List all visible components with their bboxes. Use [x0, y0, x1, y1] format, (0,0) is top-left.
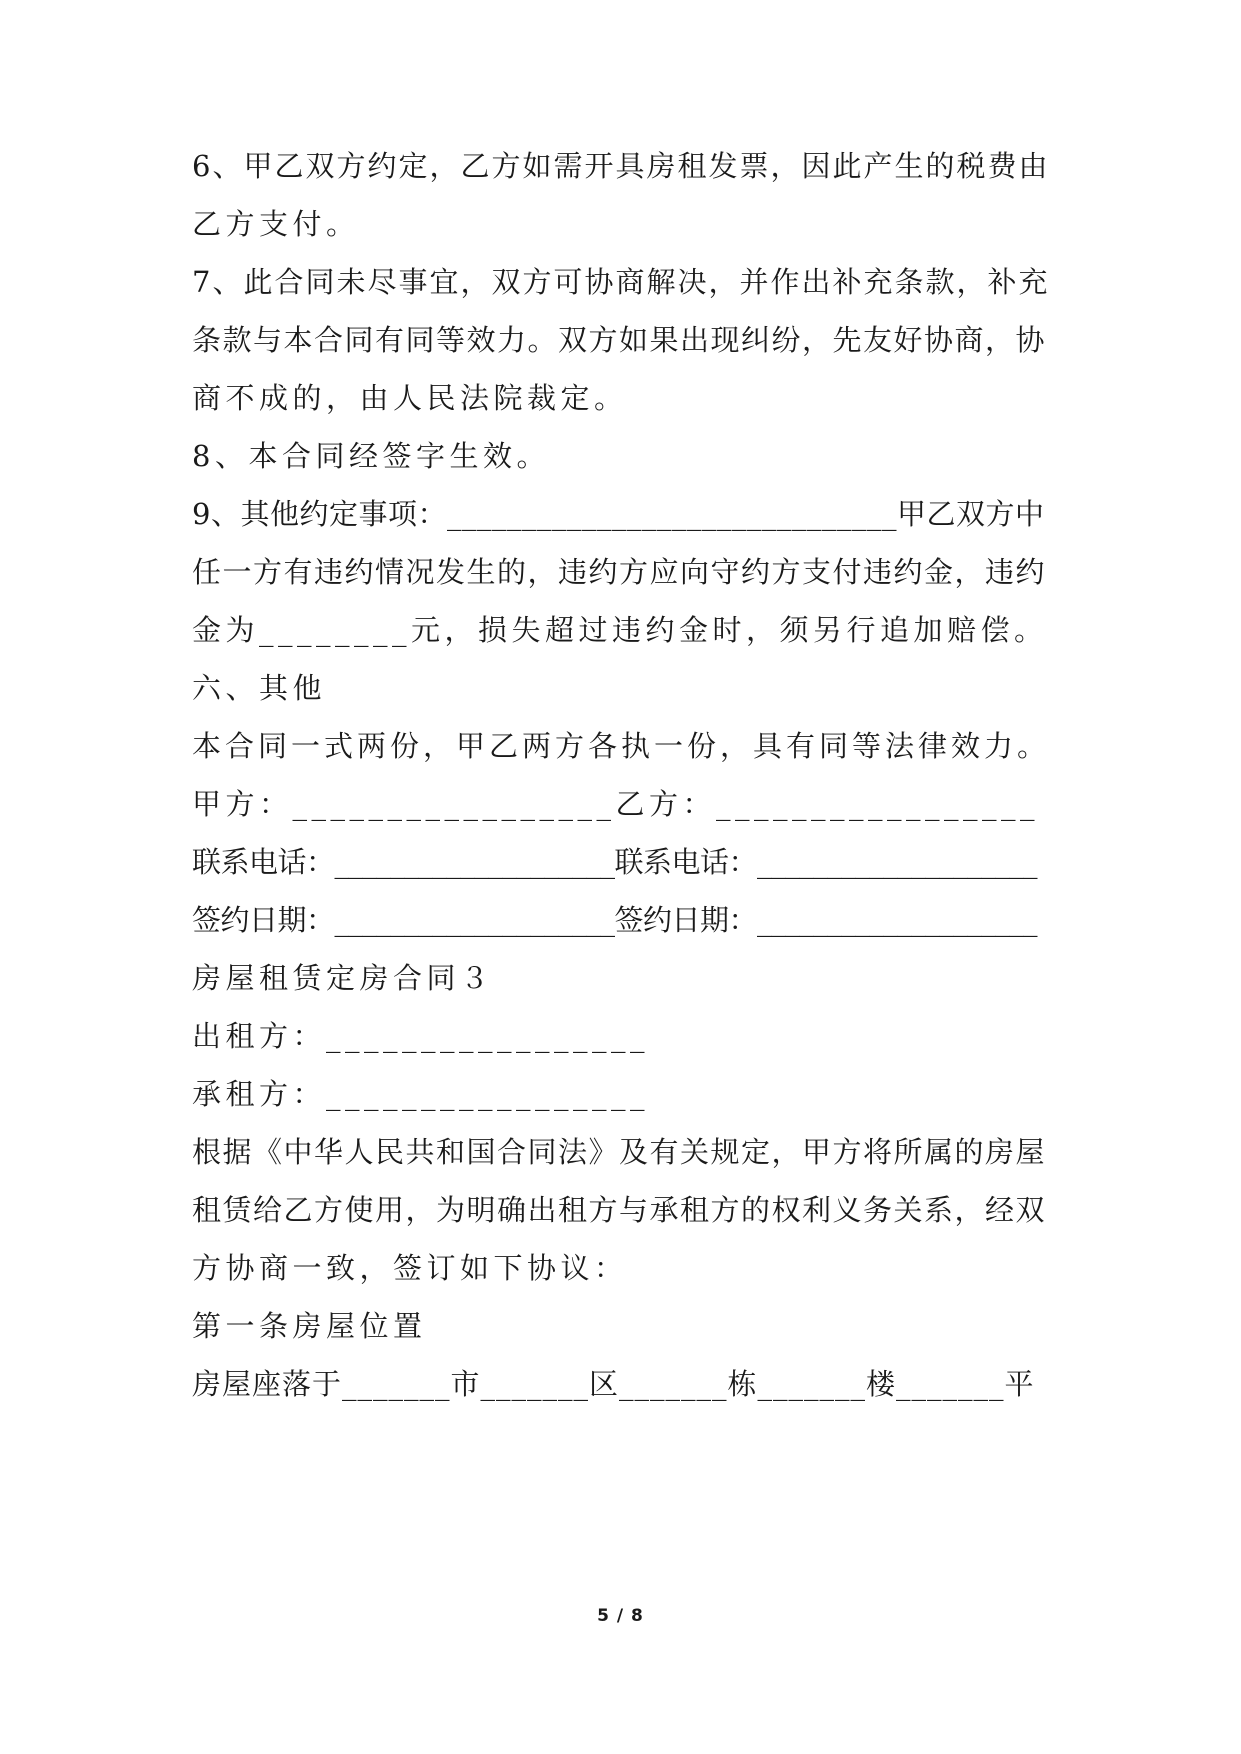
text-line: 8、本合同经签字生效。	[192, 439, 550, 473]
text-line: 7、此合同未尽事宜，双方可协商解决，并作出补充条款，补充	[192, 265, 1050, 299]
article-heading: 第一条房屋位置	[192, 1309, 427, 1343]
text-line: 房屋座落于_______市_______区_______栋_______楼_______平	[192, 1367, 1035, 1401]
text-line: 6、甲乙双方约定，乙方如需开具房租发票，因此产生的税费由	[192, 149, 1050, 183]
text-line: 金为________元，损失超过违约金时，须另行追加赔偿。	[192, 613, 1048, 647]
text-line: 9、其他约定事项：______________________________甲乙双方中	[192, 497, 1045, 531]
page-number: 5 / 8	[597, 1606, 644, 1626]
text-line: 租赁给乙方使用，为明确出租方与承租方的权利义务关系，经双	[192, 1193, 1047, 1227]
text-line: 任一方有违约情况发生的，违约方应向守约方支付违约金，违约	[192, 555, 1047, 589]
signature-line: 甲方：_________________乙方：_________________	[192, 787, 1040, 821]
text-line: 条款与本合同有同等效力。双方如果出现纠纷，先友好协商，协	[192, 323, 1047, 357]
party-line: 出租方：_________________	[192, 1019, 650, 1053]
contract-title: 房屋租赁定房合同３	[192, 961, 494, 995]
party-line: 承租方：_________________	[192, 1077, 650, 1111]
text-line: 方协商一致，签订如下协议：	[192, 1251, 628, 1285]
signature-line: 签约日期：____________________签约日期：____________________	[192, 903, 1038, 937]
text-line: 商不成的，由人民法院裁定。	[192, 381, 628, 415]
text-line: 本合同一式两份，甲乙两方各执一份，具有同等法律效力。	[192, 729, 1051, 763]
text-line: 乙方支付。	[192, 207, 360, 241]
text-line: 根据《中华人民共和国合同法》及有关规定，甲方将所属的房屋	[192, 1135, 1047, 1169]
section-heading: 六、其他	[192, 671, 327, 705]
signature-line: 联系电话：____________________联系电话：____________________	[192, 845, 1038, 879]
